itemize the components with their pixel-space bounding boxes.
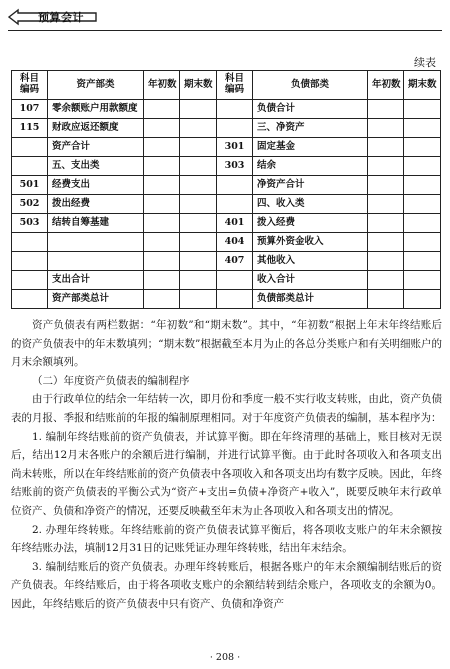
cell-closing-left [180,252,217,271]
table-row [12,157,441,176]
cell-opening-right [368,271,404,290]
cell-closing-left [180,100,217,119]
cell-code-left: 107 [12,100,48,119]
cell-asset-item: 五、支出类 [48,157,144,176]
cell-closing-right [404,157,441,176]
table-row [12,176,441,195]
cell-opening-right [368,176,404,195]
table-row [12,195,441,214]
cell-closing-right [404,233,441,252]
cell-closing-right [404,252,441,271]
cell-liability-item: 其他收入 [253,252,368,271]
cell-closing-left [180,214,217,233]
col-header-opening-right: 年初数 [368,71,404,100]
header-badge [8,8,100,26]
cell-opening-right [368,119,404,138]
cell-opening-right [368,195,404,214]
table-row [12,119,441,138]
cell-code-left [12,233,48,252]
cell-opening-left [144,233,180,252]
cell-liability-item: 结余 [253,157,368,176]
cell-liability-item: 拨入经费 [253,214,368,233]
cell-opening-left [144,214,180,233]
cell-closing-left [180,119,217,138]
cell-opening-right [368,157,404,176]
cell-closing-left [180,157,217,176]
cell-opening-left [144,271,180,290]
cell-code-right: 401 [217,214,253,233]
cell-code-left: 502 [12,195,48,214]
cell-opening-left [144,138,180,157]
cell-code-right [217,100,253,119]
col-header-closing-left: 期末数 [180,71,217,100]
cell-closing-left [180,138,217,157]
cell-asset-item: 拨出经费 [48,195,144,214]
cell-asset-item: 资产合计 [48,138,144,157]
cell-code-right [217,271,253,290]
cell-opening-left [144,252,180,271]
paragraph-columns-explained: 资产负债表有两栏数据：“年初数”和“期末数”。其中，“年初数”根据上年末年终结账后的资产负债表中的年末数填列；“期末数”根据截至本月为止的各总分类账户和有关明细账户的月末余额填列。 [11,319,442,369]
cell-opening-right [368,214,404,233]
cell-asset-item: 经费支出 [48,176,144,195]
table-row [12,290,441,309]
cell-code-left [12,138,48,157]
cell-closing-right [404,119,441,138]
cell-opening-right [368,233,404,252]
cell-closing-left [180,271,217,290]
cell-code-right [217,290,253,309]
cell-closing-left [180,176,217,195]
cell-code-left [12,290,48,309]
cell-code-right [217,195,253,214]
col-header-code-left: 科目编码 [12,71,48,100]
cell-asset-item [48,233,144,252]
paragraph-step-1: 1. 编制年终结账前的资产负债表，并试算平衡。即在年终清理的基础上，账目核对无误后，结出12月末各账户的余额后进行编制，并进行试算平衡。由于此时各项收入和各项支出尚未转账，所以在年终结账前的资产负债表中各项收入和各项支出均有数字反映。因此，年终结账前的资产负债表的平衡公式为“资产+支出=负债+净资产+收入”，既要反映年末行政单位资产、负债和净资产的情况，还要反映截至年末为止各项收入和各项支出的情况。 [11,430,442,517]
cell-closing-right [404,100,441,119]
cell-closing-right [404,271,441,290]
cell-code-right [217,119,253,138]
section-heading: （二）年度资产负债表的编制程序 [32,374,190,387]
cell-liability-item: 收入合计 [253,271,368,290]
table-row [12,252,441,271]
cell-opening-right [368,138,404,157]
cell-closing-right [404,290,441,309]
cell-asset-item: 结转自筹基建 [48,214,144,233]
table-row [12,214,441,233]
cell-closing-right [404,195,441,214]
cell-asset-item: 资产部类总计 [48,290,144,309]
continued-label: 续表 [414,56,436,69]
table-row [12,271,441,290]
paragraph-step-2: 2. 办理年终转账。年终结账前的资产负债表试算平衡后，将各项收支账户的年末余额按年终结账办法，填制12月31日的记账凭证办理年终转账，结出年末结余。 [11,523,442,555]
table-header-row [12,71,441,100]
paragraph-step-3: 3. 编制结账后的资产负债表。办理年终转账后，根据各账户的年末余额编制结账后的资产负债表。年终结账后，由于将各项收支账户的余额结转到结余账户，各项收支的余额为0。因此，年终结账后的资产负债表中只有资产、负债和净资产 [11,560,442,610]
cell-liability-item: 净资产合计 [253,176,368,195]
cell-closing-left [180,290,217,309]
col-header-code-right: 科目编码 [217,71,253,100]
cell-closing-left [180,233,217,252]
cell-liability-item: 三、净资产 [253,119,368,138]
cell-code-right: 301 [217,138,253,157]
cell-code-left: 503 [12,214,48,233]
cell-liability-item: 负债合计 [253,100,368,119]
cell-closing-right [404,176,441,195]
cell-opening-left [144,100,180,119]
cell-liability-item: 负债部类总计 [253,290,368,309]
cell-code-left: 115 [12,119,48,138]
cell-liability-item: 固定基金 [253,138,368,157]
cell-liability-item: 四、收入类 [253,195,368,214]
cell-code-left [12,271,48,290]
col-header-liabilities: 负债部类 [253,71,368,100]
cell-opening-left [144,176,180,195]
cell-asset-item [48,252,144,271]
table-row [12,233,441,252]
cell-opening-left [144,195,180,214]
cell-opening-right [368,100,404,119]
running-header [8,6,442,32]
cell-asset-item: 财政应返还额度 [48,119,144,138]
col-header-closing-right: 期末数 [404,71,441,100]
page-number: · 208 · [209,652,241,663]
cell-closing-right [404,214,441,233]
cell-asset-item: 零余额账户用款额度 [48,100,144,119]
cell-opening-right [368,290,404,309]
cell-closing-right [404,138,441,157]
table-row [12,138,441,157]
cell-liability-item: 预算外资金收入 [253,233,368,252]
col-header-assets: 资产部类 [48,71,144,100]
cell-opening-right [368,252,404,271]
cell-code-left [12,252,48,271]
cell-code-right [217,176,253,195]
cell-code-right: 404 [217,233,253,252]
cell-code-left [12,157,48,176]
cell-closing-left [180,195,217,214]
cell-asset-item: 支出合计 [48,271,144,290]
cell-opening-left [144,290,180,309]
cell-opening-left [144,119,180,138]
table-row [12,100,441,119]
paragraph-procedure-intro: 由于行政单位的结余一年结转一次，即月份和季度一般不实行收支转账，由此，资产负债表的月报、季报和结账前的年报的编制原理相同。对于年度资产负债表的编制，基本程序为： [11,393,442,424]
col-header-opening-left: 年初数 [144,71,180,100]
cell-code-left: 501 [12,176,48,195]
balance-sheet-table [11,70,441,309]
cell-opening-left [144,157,180,176]
cell-code-right: 407 [217,252,253,271]
header-rule [8,30,442,31]
body-text [11,316,442,614]
header-title: 预算会计 [38,11,84,24]
cell-code-right: 303 [217,157,253,176]
